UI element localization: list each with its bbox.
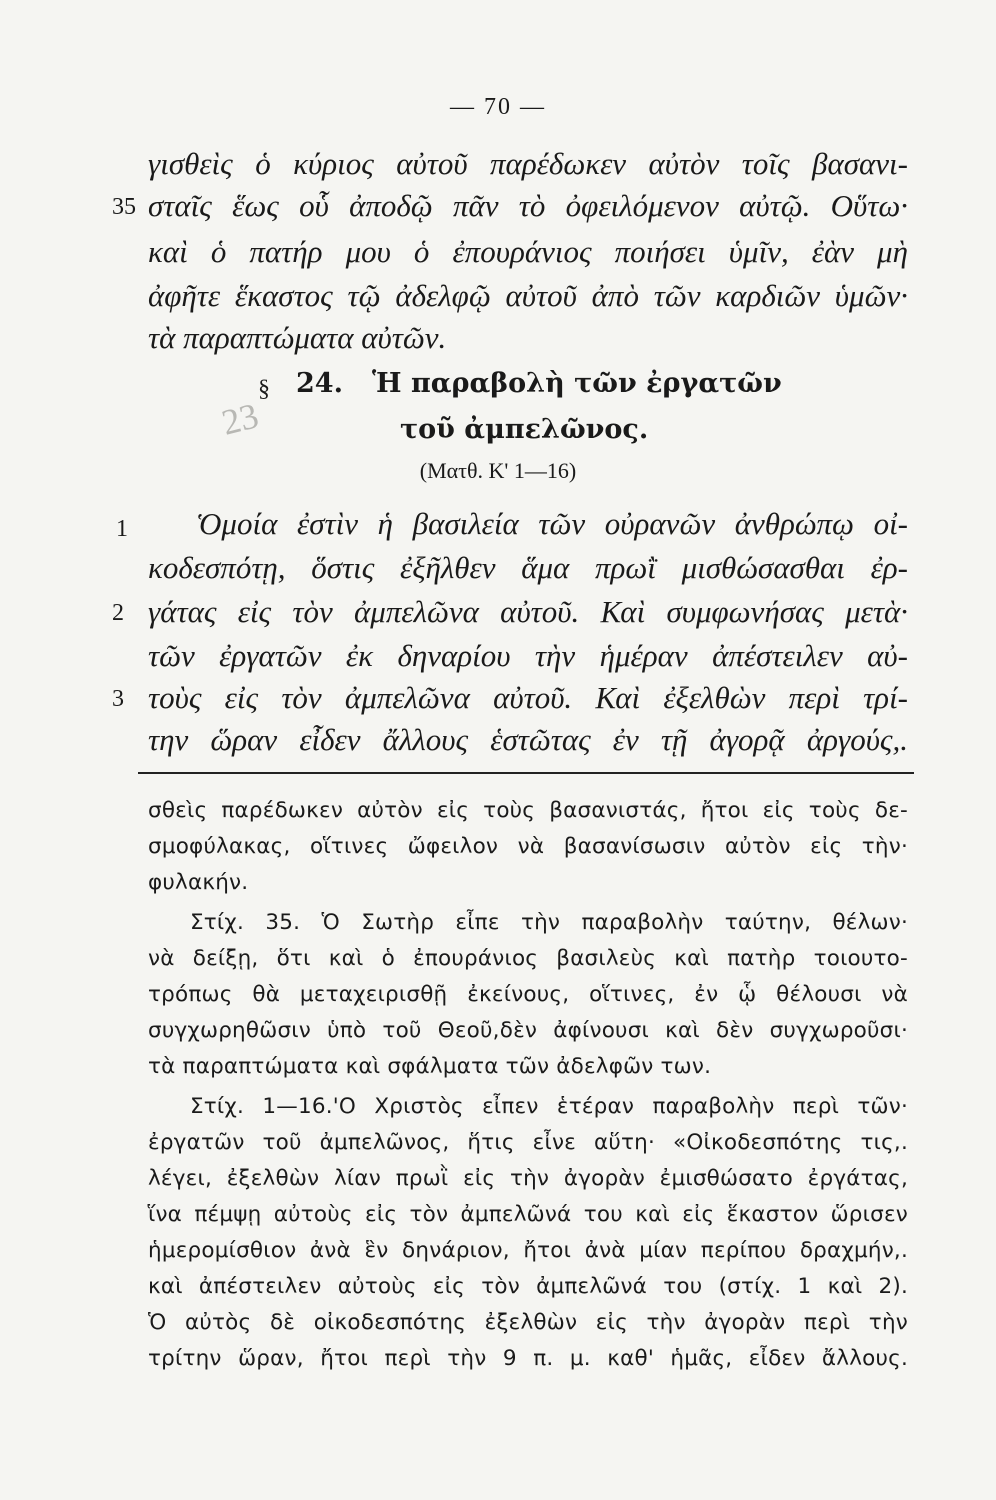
page-number: — 70 — xyxy=(450,94,546,120)
footnote-divider xyxy=(138,772,914,774)
note-line: λέγει, ἐξελθὼν λίαν πρωῒ εἰς τὴν ἀγορὰν ἐμισθώσατο ἐργάτας, xyxy=(148,1166,908,1191)
main-text-line: σταῖς ἕως οὗ ἀποδῷ πᾶν τὸ ὀφειλόμενον αὐτῷ. Οὕτω· xyxy=(148,188,908,223)
parable-line: τῶν ἐργατῶν ἐκ δηναρίου τὴν ἡμέραν ἀπέστειλεν αὐ- xyxy=(148,638,908,673)
parable-line: τοὺς εἰς τὸν ἀμπελῶνα αὐτοῦ. Καὶ ἐξελθὼν περὶ τρί- xyxy=(148,680,908,715)
section-sign: § xyxy=(258,376,270,402)
parable-line: κοδεσπότῃ, ὅστις ἐξῆλθεν ἅμα πρωῒ μισθώσασθαι ἐρ- xyxy=(148,550,908,585)
note-line: σθεὶς παρέδωκεν αὐτὸν εἰς τοὺς βασανιστάς, ἤτοι εἰς τοὺς δε- xyxy=(148,798,908,823)
parable-line: γάτας εἰς τὸν ἀμπελῶνα αὐτοῦ. Καὶ συμφωνήσας μετὰ· xyxy=(148,594,908,629)
main-text-line: καὶ ὁ πατήρ μου ὁ ἐπουράνιος ποιήσει ὑμῖν, ἐὰν μὴ xyxy=(148,234,908,269)
verse-number: 2 xyxy=(112,600,124,626)
verse-number: 1 xyxy=(116,516,128,542)
main-text-line: τὰ παραπτώματα αὐτῶν. xyxy=(148,320,447,355)
note-line: φυλακήν. xyxy=(148,870,249,895)
note-line: ἐργατῶν τοῦ ἀμπελῶνος, ἥτις εἶνε αὕτη· «Οἰκοδεσπότης τις,. xyxy=(148,1130,908,1155)
note-line: τρόπως θὰ μεταχειρισθῇ ἐκείνους, οἵτινες, ἐν ᾧ θέλουσι νὰ xyxy=(148,982,908,1007)
note-line: καὶ ἀπέστειλεν αὐτοὺς εἰς τὸν ἀμπελῶνά του (στίχ. 1 καὶ 2). xyxy=(148,1274,908,1299)
note-line: ἡμερομίσθιον ἀνὰ ἓν δηνάριον, ἤτοι ἀνὰ μίαν περίπου δραχμήν,. xyxy=(148,1238,908,1263)
section-title-line-1: Ἡ παραβολὴ τῶν ἐργατῶν xyxy=(372,368,782,399)
scripture-citation: (Ματθ. Κ' 1—16) xyxy=(419,458,577,483)
note-line: Στίχ. 1—16.'Ο Χριστὸς εἶπεν ἑτέραν παραβολὴν περὶ τῶν· xyxy=(190,1094,908,1119)
main-text-line: ἀφῆτε ἕκαστος τῷ ἀδελφῷ αὐτοῦ ἀπὸ τῶν καρδιῶν ὑμῶν· xyxy=(148,278,908,313)
verse-number: 3 xyxy=(112,686,124,712)
note-line: Στίχ. 35. Ὁ Σωτὴρ εἶπε τὴν παραβολὴν ταύτην, θέλων· xyxy=(190,910,908,935)
note-line: Ὁ αὐτὸς δὲ οἰκοδεσπότης ἐξελθὼν εἰς τὴν ἀγορὰν περὶ τὴν xyxy=(148,1310,908,1335)
section-number: 24. xyxy=(296,368,343,399)
handwritten-margin-mark: 23 xyxy=(217,395,263,443)
verse-number: 35 xyxy=(112,194,136,220)
parable-line: Ὁμοία ἐστὶν ἡ βασιλεία τῶν οὐρανῶν ἀνθρώπῳ οἰ- xyxy=(196,506,908,541)
main-text-line: γισθεὶς ὁ κύριος αὐτοῦ παρέδωκεν αὐτὸν τοῖς βασανι- xyxy=(148,146,908,181)
note-line: τὰ παραπτώματα καὶ σφάλματα τῶν ἀδελφῶν των. xyxy=(148,1054,712,1079)
note-line: νὰ δείξῃ, ὅτι καὶ ὁ ἐπουράνιος βασιλεὺς καὶ πατὴρ τοιουτο- xyxy=(148,946,908,971)
note-line: συγχωρηθῶσιν ὑπὸ τοῦ Θεοῦ,δὲν ἀφίνουσι καὶ δὲν συγχωροῦσι· xyxy=(148,1018,908,1043)
note-line: ἵνα πέμψῃ αὐτοὺς εἰς τὸν ἀμπελῶνά του καὶ εἰς ἕκαστον ὥρισεν xyxy=(148,1202,908,1227)
section-title-line-2: τοῦ ἀμπελῶνος. xyxy=(400,414,649,445)
note-line: τρίτην ὥραν, ἤτοι περὶ τὴν 9 π. μ. καθ' ἡμᾶς, εἶδεν ἄλλους. xyxy=(148,1346,908,1371)
parable-line: την ὥραν εἶδεν ἄλλους ἑστῶτας ἐν τῇ ἀγορᾷ ἀργούς,. xyxy=(148,722,908,757)
note-line: σμοφύλακας, οἵτινες ὤφειλον νὰ βασανίσωσιν αὐτὸν εἰς τὴν· xyxy=(148,834,908,859)
